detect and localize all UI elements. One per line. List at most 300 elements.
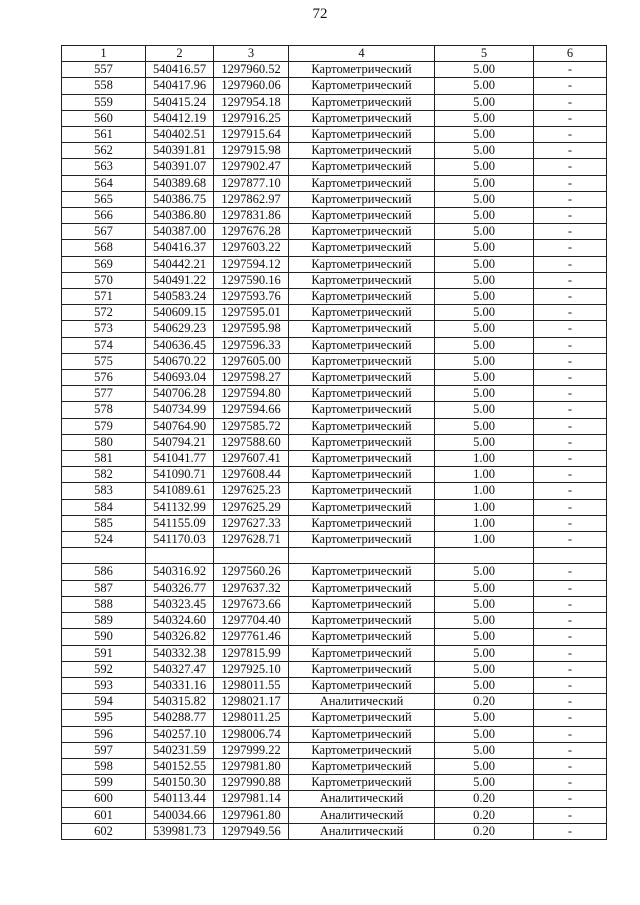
y-coordinate-cell: 1297598.27 (214, 370, 289, 386)
description-cell: - (534, 110, 607, 126)
method-cell: Картометрический (289, 289, 435, 305)
table-row (62, 143, 607, 159)
table-row (62, 159, 607, 175)
y-coordinate-cell: 1297594.66 (214, 402, 289, 418)
page-number: 72 (312, 6, 328, 22)
description-cell: - (534, 224, 607, 240)
x-coordinate-cell: 540316.92 (146, 564, 214, 580)
y-coordinate-cell: 1297999.22 (214, 742, 289, 758)
point-number-cell: 599 (62, 775, 146, 791)
table-row (62, 175, 607, 191)
x-coordinate-cell: 541041.77 (146, 451, 214, 467)
method-cell: Картометрический (289, 305, 435, 321)
point-number-cell: 588 (62, 596, 146, 612)
accuracy-cell: 1.00 (435, 451, 534, 467)
x-coordinate-cell: 540324.60 (146, 613, 214, 629)
point-number-cell: 575 (62, 353, 146, 369)
x-coordinate-cell: 541170.03 (146, 532, 214, 548)
description-cell: - (534, 305, 607, 321)
description-cell: - (534, 515, 607, 531)
accuracy-cell: 5.00 (435, 94, 534, 110)
method-cell: Картометрический (289, 564, 435, 580)
accuracy-cell: 5.00 (435, 224, 534, 240)
table-row (62, 305, 607, 321)
table-row (62, 499, 607, 515)
y-coordinate-cell: 1297961.80 (214, 807, 289, 823)
accuracy-cell: 5.00 (435, 418, 534, 434)
y-coordinate-cell: 1297594.80 (214, 386, 289, 402)
column-header: 4 (289, 46, 435, 62)
x-coordinate-cell: 540734.99 (146, 402, 214, 418)
table-header-row (62, 46, 607, 62)
table-row (62, 289, 607, 305)
column-header: 5 (435, 46, 534, 62)
y-coordinate-cell: 1298011.25 (214, 710, 289, 726)
table-row (62, 596, 607, 612)
y-coordinate-cell: 1297608.44 (214, 467, 289, 483)
description-cell: - (534, 710, 607, 726)
table-row (62, 661, 607, 677)
description-cell: - (534, 629, 607, 645)
y-coordinate-cell: 1297593.76 (214, 289, 289, 305)
table-row (62, 451, 607, 467)
description-cell: - (534, 580, 607, 596)
method-cell: Картометрический (289, 62, 435, 78)
y-coordinate-cell: 1297704.40 (214, 613, 289, 629)
accuracy-cell: 5.00 (435, 143, 534, 159)
y-coordinate-cell: 1297862.97 (214, 191, 289, 207)
y-coordinate-cell: 1297607.41 (214, 451, 289, 467)
table-row (62, 742, 607, 758)
description-cell: - (534, 418, 607, 434)
accuracy-cell: 5.00 (435, 613, 534, 629)
accuracy-cell: 5.00 (435, 580, 534, 596)
accuracy-cell: 5.00 (435, 564, 534, 580)
accuracy-cell: 5.00 (435, 191, 534, 207)
description-cell: - (534, 159, 607, 175)
y-coordinate-cell: 1297637.32 (214, 580, 289, 596)
accuracy-cell: 0.20 (435, 807, 534, 823)
description-cell: - (534, 661, 607, 677)
accuracy-cell: 5.00 (435, 661, 534, 677)
description-cell: - (534, 694, 607, 710)
description-cell: - (534, 613, 607, 629)
y-coordinate-cell: 1297960.06 (214, 78, 289, 94)
method-cell: Картометрический (289, 661, 435, 677)
method-cell: Картометрический (289, 726, 435, 742)
accuracy-cell: 5.00 (435, 110, 534, 126)
point-number-cell: 592 (62, 661, 146, 677)
description-cell: - (534, 823, 607, 839)
description-cell: - (534, 289, 607, 305)
method-cell: Картометрический (289, 434, 435, 450)
y-coordinate-cell: 1297590.16 (214, 272, 289, 288)
method-cell: Картометрический (289, 758, 435, 774)
accuracy-cell: 5.00 (435, 78, 534, 94)
table-row (62, 224, 607, 240)
y-coordinate-cell: 1297585.72 (214, 418, 289, 434)
point-number-cell: 582 (62, 467, 146, 483)
y-coordinate-cell: 1297761.46 (214, 629, 289, 645)
table-row (62, 823, 607, 839)
point-number-cell: 590 (62, 629, 146, 645)
accuracy-cell: 5.00 (435, 127, 534, 143)
y-coordinate-cell: 1297603.22 (214, 240, 289, 256)
table-row (62, 256, 607, 272)
description-cell: - (534, 370, 607, 386)
y-coordinate-cell: 1297594.12 (214, 256, 289, 272)
accuracy-cell: 5.00 (435, 337, 534, 353)
point-number-cell: 597 (62, 742, 146, 758)
method-cell: Картометрический (289, 613, 435, 629)
point-number-cell: 562 (62, 143, 146, 159)
point-number-cell: 593 (62, 677, 146, 693)
accuracy-cell: 5.00 (435, 726, 534, 742)
method-cell: Картометрический (289, 499, 435, 515)
accuracy-cell: 1.00 (435, 483, 534, 499)
column-header: 2 (146, 46, 214, 62)
x-coordinate-cell: 540442.21 (146, 256, 214, 272)
table-row (62, 710, 607, 726)
table-row (62, 62, 607, 78)
x-coordinate-cell: 540693.04 (146, 370, 214, 386)
point-number-cell: 598 (62, 758, 146, 774)
y-coordinate-cell: 1297595.98 (214, 321, 289, 337)
y-coordinate-cell: 1297954.18 (214, 94, 289, 110)
x-coordinate-cell: 540034.66 (146, 807, 214, 823)
method-cell: Картометрический (289, 596, 435, 612)
y-coordinate-cell: 1297949.56 (214, 823, 289, 839)
x-coordinate-cell: 540491.22 (146, 272, 214, 288)
method-cell: Картометрический (289, 645, 435, 661)
method-cell: Картометрический (289, 467, 435, 483)
method-cell: Картометрический (289, 224, 435, 240)
point-number-cell: 561 (62, 127, 146, 143)
method-cell: Картометрический (289, 78, 435, 94)
accuracy-cell: 5.00 (435, 272, 534, 288)
accuracy-cell: 5.00 (435, 159, 534, 175)
point-number-cell: 595 (62, 710, 146, 726)
point-number-cell: 566 (62, 208, 146, 224)
table-row (62, 191, 607, 207)
y-coordinate-cell: 1298011.55 (214, 677, 289, 693)
method-cell: Картометрический (289, 191, 435, 207)
point-number-cell: 583 (62, 483, 146, 499)
y-coordinate-cell: 1297673.66 (214, 596, 289, 612)
table-row (62, 548, 607, 564)
point-number-cell: 578 (62, 402, 146, 418)
method-cell: Картометрический (289, 710, 435, 726)
accuracy-cell: 5.00 (435, 758, 534, 774)
accuracy-cell: 5.00 (435, 289, 534, 305)
point-number-cell: 594 (62, 694, 146, 710)
description-cell: - (534, 434, 607, 450)
point-number-cell: 568 (62, 240, 146, 256)
y-coordinate-cell: 1297916.25 (214, 110, 289, 126)
accuracy-cell: 5.00 (435, 677, 534, 693)
accuracy-cell: 5.00 (435, 62, 534, 78)
description-cell: - (534, 645, 607, 661)
x-coordinate-cell: 540315.82 (146, 694, 214, 710)
method-cell: Картометрический (289, 629, 435, 645)
accuracy-cell: 5.00 (435, 353, 534, 369)
point-number-cell: 586 (62, 564, 146, 580)
table-row (62, 791, 607, 807)
y-coordinate-cell: 1297625.23 (214, 483, 289, 499)
point-number-cell: 602 (62, 823, 146, 839)
point-number-cell: 559 (62, 94, 146, 110)
y-coordinate-cell: 1297831.86 (214, 208, 289, 224)
method-cell: Картометрический (289, 337, 435, 353)
method-cell: Картометрический (289, 451, 435, 467)
table-row (62, 418, 607, 434)
method-cell: Картометрический (289, 272, 435, 288)
method-cell: Картометрический (289, 159, 435, 175)
method-cell: Картометрический (289, 110, 435, 126)
method-cell (289, 548, 435, 564)
method-cell: Аналитический (289, 807, 435, 823)
point-number-cell: 560 (62, 110, 146, 126)
table-row (62, 515, 607, 531)
description-cell: - (534, 499, 607, 515)
y-coordinate-cell: 1297625.29 (214, 499, 289, 515)
description-cell: - (534, 677, 607, 693)
table-body (62, 62, 607, 840)
method-cell: Картометрический (289, 353, 435, 369)
method-cell: Картометрический (289, 580, 435, 596)
x-coordinate-cell: 540764.90 (146, 418, 214, 434)
table-row (62, 353, 607, 369)
table-row (62, 110, 607, 126)
description-cell: - (534, 564, 607, 580)
x-coordinate-cell: 540387.00 (146, 224, 214, 240)
x-coordinate-cell: 540416.37 (146, 240, 214, 256)
table-row (62, 386, 607, 402)
description-cell: - (534, 143, 607, 159)
y-coordinate-cell: 1298021.17 (214, 694, 289, 710)
point-number-cell: 569 (62, 256, 146, 272)
method-cell: Картометрический (289, 515, 435, 531)
x-coordinate-cell: 540257.10 (146, 726, 214, 742)
x-coordinate-cell: 540326.77 (146, 580, 214, 596)
accuracy-cell: 1.00 (435, 499, 534, 515)
description-cell: - (534, 402, 607, 418)
description-cell: - (534, 127, 607, 143)
accuracy-cell: 1.00 (435, 467, 534, 483)
point-number-cell: 558 (62, 78, 146, 94)
point-number-cell: 587 (62, 580, 146, 596)
description-cell: - (534, 240, 607, 256)
x-coordinate-cell: 540288.77 (146, 710, 214, 726)
table-row (62, 272, 607, 288)
point-number-cell (62, 548, 146, 564)
point-number-cell: 601 (62, 807, 146, 823)
point-number-cell: 577 (62, 386, 146, 402)
x-coordinate-cell: 540150.30 (146, 775, 214, 791)
point-number-cell: 573 (62, 321, 146, 337)
table-row (62, 532, 607, 548)
column-header: 1 (62, 46, 146, 62)
x-coordinate-cell: 540794.21 (146, 434, 214, 450)
table-row (62, 483, 607, 499)
method-cell: Картометрический (289, 321, 435, 337)
point-number-cell: 585 (62, 515, 146, 531)
y-coordinate-cell: 1297627.33 (214, 515, 289, 531)
accuracy-cell: 5.00 (435, 742, 534, 758)
point-number-cell: 564 (62, 175, 146, 191)
table-row (62, 564, 607, 580)
description-cell: - (534, 386, 607, 402)
description-cell: - (534, 272, 607, 288)
x-coordinate-cell: 540706.28 (146, 386, 214, 402)
y-coordinate-cell: 1297981.80 (214, 758, 289, 774)
y-coordinate-cell: 1297990.88 (214, 775, 289, 791)
point-number-cell: 570 (62, 272, 146, 288)
table-row (62, 127, 607, 143)
x-coordinate-cell: 540402.51 (146, 127, 214, 143)
x-coordinate-cell: 540326.82 (146, 629, 214, 645)
x-coordinate-cell: 540331.16 (146, 677, 214, 693)
accuracy-cell: 5.00 (435, 386, 534, 402)
method-cell: Картометрический (289, 775, 435, 791)
x-coordinate-cell: 540389.68 (146, 175, 214, 191)
point-number-cell: 579 (62, 418, 146, 434)
y-coordinate-cell: 1297915.64 (214, 127, 289, 143)
y-coordinate-cell: 1297981.14 (214, 791, 289, 807)
x-coordinate-cell: 539981.73 (146, 823, 214, 839)
point-number-cell: 574 (62, 337, 146, 353)
description-cell: - (534, 807, 607, 823)
accuracy-cell: 0.20 (435, 791, 534, 807)
method-cell: Картометрический (289, 402, 435, 418)
accuracy-cell: 5.00 (435, 305, 534, 321)
coordinates-table (61, 45, 607, 840)
point-number-cell: 571 (62, 289, 146, 305)
table-row (62, 208, 607, 224)
method-cell: Картометрический (289, 418, 435, 434)
x-coordinate-cell: 540609.15 (146, 305, 214, 321)
point-number-cell: 572 (62, 305, 146, 321)
y-coordinate-cell: 1297588.60 (214, 434, 289, 450)
description-cell: - (534, 256, 607, 272)
description-cell: - (534, 758, 607, 774)
y-coordinate-cell (214, 548, 289, 564)
method-cell: Картометрический (289, 483, 435, 499)
y-coordinate-cell: 1297628.71 (214, 532, 289, 548)
accuracy-cell: 1.00 (435, 532, 534, 548)
description-cell: - (534, 62, 607, 78)
accuracy-cell: 5.00 (435, 434, 534, 450)
x-coordinate-cell: 540415.24 (146, 94, 214, 110)
method-cell: Картометрический (289, 240, 435, 256)
description-cell: - (534, 742, 607, 758)
table-row (62, 370, 607, 386)
y-coordinate-cell: 1297815.99 (214, 645, 289, 661)
x-coordinate-cell: 540386.80 (146, 208, 214, 224)
method-cell: Картометрический (289, 143, 435, 159)
table-row (62, 240, 607, 256)
x-coordinate-cell: 540327.47 (146, 661, 214, 677)
accuracy-cell: 5.00 (435, 645, 534, 661)
table-row (62, 758, 607, 774)
point-number-cell: 589 (62, 613, 146, 629)
accuracy-cell: 5.00 (435, 240, 534, 256)
x-coordinate-cell: 540417.96 (146, 78, 214, 94)
x-coordinate-cell: 540391.07 (146, 159, 214, 175)
description-cell: - (534, 532, 607, 548)
y-coordinate-cell: 1297595.01 (214, 305, 289, 321)
description-cell: - (534, 175, 607, 191)
point-number-cell: 600 (62, 791, 146, 807)
table-row (62, 467, 607, 483)
y-coordinate-cell: 1298006.74 (214, 726, 289, 742)
accuracy-cell: 5.00 (435, 370, 534, 386)
accuracy-cell: 1.00 (435, 515, 534, 531)
x-coordinate-cell: 541155.09 (146, 515, 214, 531)
table-row (62, 78, 607, 94)
x-coordinate-cell: 541132.99 (146, 499, 214, 515)
description-cell: - (534, 191, 607, 207)
description-cell: - (534, 337, 607, 353)
description-cell: - (534, 596, 607, 612)
y-coordinate-cell: 1297960.52 (214, 62, 289, 78)
accuracy-cell: 0.20 (435, 694, 534, 710)
x-coordinate-cell: 540113.44 (146, 791, 214, 807)
accuracy-cell: 5.00 (435, 321, 534, 337)
table-row (62, 807, 607, 823)
method-cell: Аналитический (289, 694, 435, 710)
x-coordinate-cell: 540636.45 (146, 337, 214, 353)
table-row (62, 321, 607, 337)
x-coordinate-cell: 540412.19 (146, 110, 214, 126)
method-cell: Картометрический (289, 370, 435, 386)
table-row (62, 434, 607, 450)
y-coordinate-cell: 1297676.28 (214, 224, 289, 240)
method-cell: Картометрический (289, 742, 435, 758)
x-coordinate-cell: 540386.75 (146, 191, 214, 207)
method-cell: Картометрический (289, 94, 435, 110)
method-cell: Картометрический (289, 208, 435, 224)
method-cell: Картометрический (289, 677, 435, 693)
y-coordinate-cell: 1297902.47 (214, 159, 289, 175)
table-row (62, 775, 607, 791)
description-cell: - (534, 208, 607, 224)
point-number-cell: 584 (62, 499, 146, 515)
description-cell: - (534, 78, 607, 94)
table-row (62, 694, 607, 710)
method-cell: Аналитический (289, 823, 435, 839)
accuracy-cell: 5.00 (435, 175, 534, 191)
y-coordinate-cell: 1297877.10 (214, 175, 289, 191)
accuracy-cell: 5.00 (435, 256, 534, 272)
y-coordinate-cell: 1297925.10 (214, 661, 289, 677)
description-cell (534, 548, 607, 564)
point-number-cell: 557 (62, 62, 146, 78)
point-number-cell: 581 (62, 451, 146, 467)
description-cell: - (534, 321, 607, 337)
table-row (62, 677, 607, 693)
point-number-cell: 524 (62, 532, 146, 548)
x-coordinate-cell: 540416.57 (146, 62, 214, 78)
x-coordinate-cell: 541089.61 (146, 483, 214, 499)
description-cell: - (534, 775, 607, 791)
accuracy-cell: 5.00 (435, 208, 534, 224)
table-row (62, 629, 607, 645)
x-coordinate-cell: 540231.59 (146, 742, 214, 758)
description-cell: - (534, 791, 607, 807)
x-coordinate-cell: 540332.38 (146, 645, 214, 661)
x-coordinate-cell: 541090.71 (146, 467, 214, 483)
